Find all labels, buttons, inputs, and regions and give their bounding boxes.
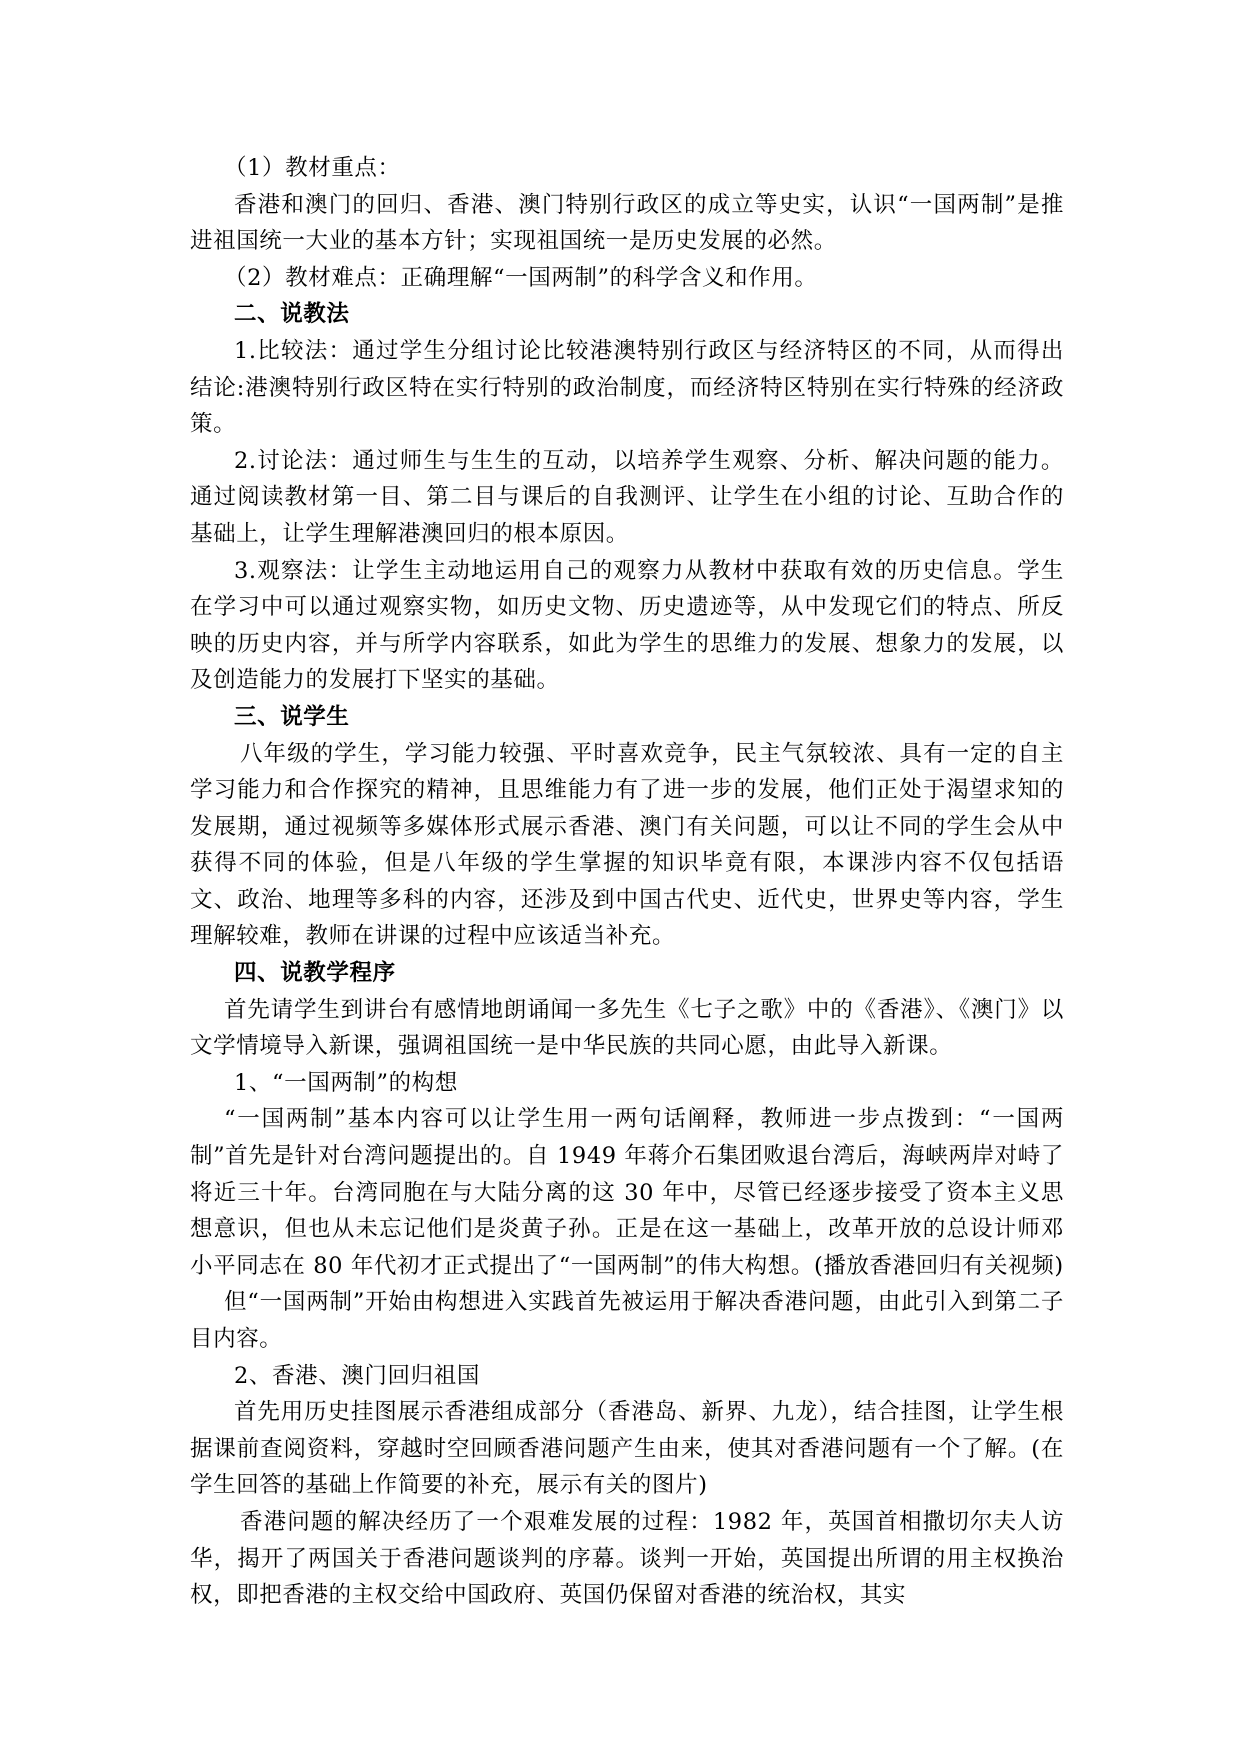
body-paragraph: 2、香港、澳门回归祖国 (234, 1362, 480, 1389)
body-paragraph: 首先用历史挂图展示香港组成部分（香港岛、新界、九龙），结合挂图，让学生根据课前查阅资料，穿越时空回顾香港问题产生由来，使其对香港问题有一个了解。(在学生回答的基础上作简要的补充，展示有关的图片) (190, 1399, 1064, 1499)
body-paragraph: （1）教材重点： (224, 155, 401, 181)
section-heading: 三、说学生 (234, 703, 350, 730)
body-paragraph: 但“一国两制”开始由构想进入实践首先被运用于解决香港问题，由此引入到第二子目内容。 (190, 1289, 1064, 1352)
body-paragraph: 2.讨论法：通过师生与生生的互动，以培养学生观察、分析、解决问题的能力。通过阅读教材第一目、第二目与课后的自我测评、让学生在小组的讨论、互助合作的基础上，让学生理解港澳回归的根本原因。 (190, 447, 1064, 547)
document-page (190, 150, 1064, 1614)
body-paragraph: 首先请学生到讲台有感情地朗诵闻一多先生《七子之歌》中的《香港》、《澳门》以文学情境导入新课，强调祖国统一是中华民族的共同心愿，由此导入新课。 (190, 996, 1064, 1060)
body-paragraph: （2）教材难点：正确理解“一国两制”的科学含义和作用。 (224, 264, 818, 291)
body-paragraph: 3.观察法：让学生主动地运用自己的观察力从教材中获取有效的历史信息。学生在学习中可以通过观察实物，如历史文物、历史遗迹等，从中发现它们的特点、所反映的历史内容，并与所学内容联系，如此为学生的思维力的发展、想象力的发展，以及创造能力的发展打下坚实的基础。 (190, 557, 1064, 694)
section-heading: 二、说教法 (234, 301, 350, 328)
body-paragraph: 1、“一国两制”的构想 (234, 1069, 458, 1096)
body-paragraph: “一国两制”基本内容可以让学生用一两句话阐释，教师进一步点拨到：“一国两制”首先是针对台湾问题提出的。自 1949 年蒋介石集团败退台湾后，海峡两岸对峙了将近三十年。台湾同胞在与大陆分离的这 30 年中，尽管已经逐步接受了资本主义思想意识，但也从未忘记他们是炎黄子孙。正是在这一基础上，改革开放的总设计师邓小平同志在 80 年代初才正式提出了“一国两制”的伟大构想。(播放香港回归有关视频) (190, 1106, 1064, 1279)
section-heading: 四、说教学程序 (234, 960, 396, 987)
body-paragraph: 八年级的学生，学习能力较强、平时喜欢竞争，民主气氛较浓、具有一定的自主学习能力和合作探究的精神，且思维能力有了进一步的发展，他们正处于渴望求知的发展期，通过视频等多媒体形式展示香港、澳门有关问题，可以让不同的学生会从中获得不同的体验，但是八年级的学生掌握的知识毕竟有限，本课涉内容不仅包括语文、政治、地理等多科的内容，还涉及到中国古代史、近代史，世界史等内容，学生理解较难，教师在讲课的过程中应该适当补充。 (190, 740, 1064, 950)
body-paragraph: 1.比较法：通过学生分组讨论比较港澳特别行政区与经济特区的不同，从而得出结论:港澳特别行政区特在实行特别的政治制度，而经济特区特别在实行特殊的经济政策。 (190, 337, 1064, 438)
body-paragraph: 香港问题的解决经历了一个艰难发展的过程：1982 年，英国首相撒切尔夫人访华，揭开了两国关于香港问题谈判的序幕。谈判一开始，英国提出所谓的用主权换治权，即把香港的主权交给中国政府、英国仍保留对香港的统治权，其实 (190, 1508, 1064, 1609)
body-paragraph: 香港和澳门的回归、香港、澳门特别行政区的成立等史实，认识“一国两制”是推进祖国统一大业的基本方针；实现祖国统一是历史发展的必然。 (190, 191, 1064, 255)
